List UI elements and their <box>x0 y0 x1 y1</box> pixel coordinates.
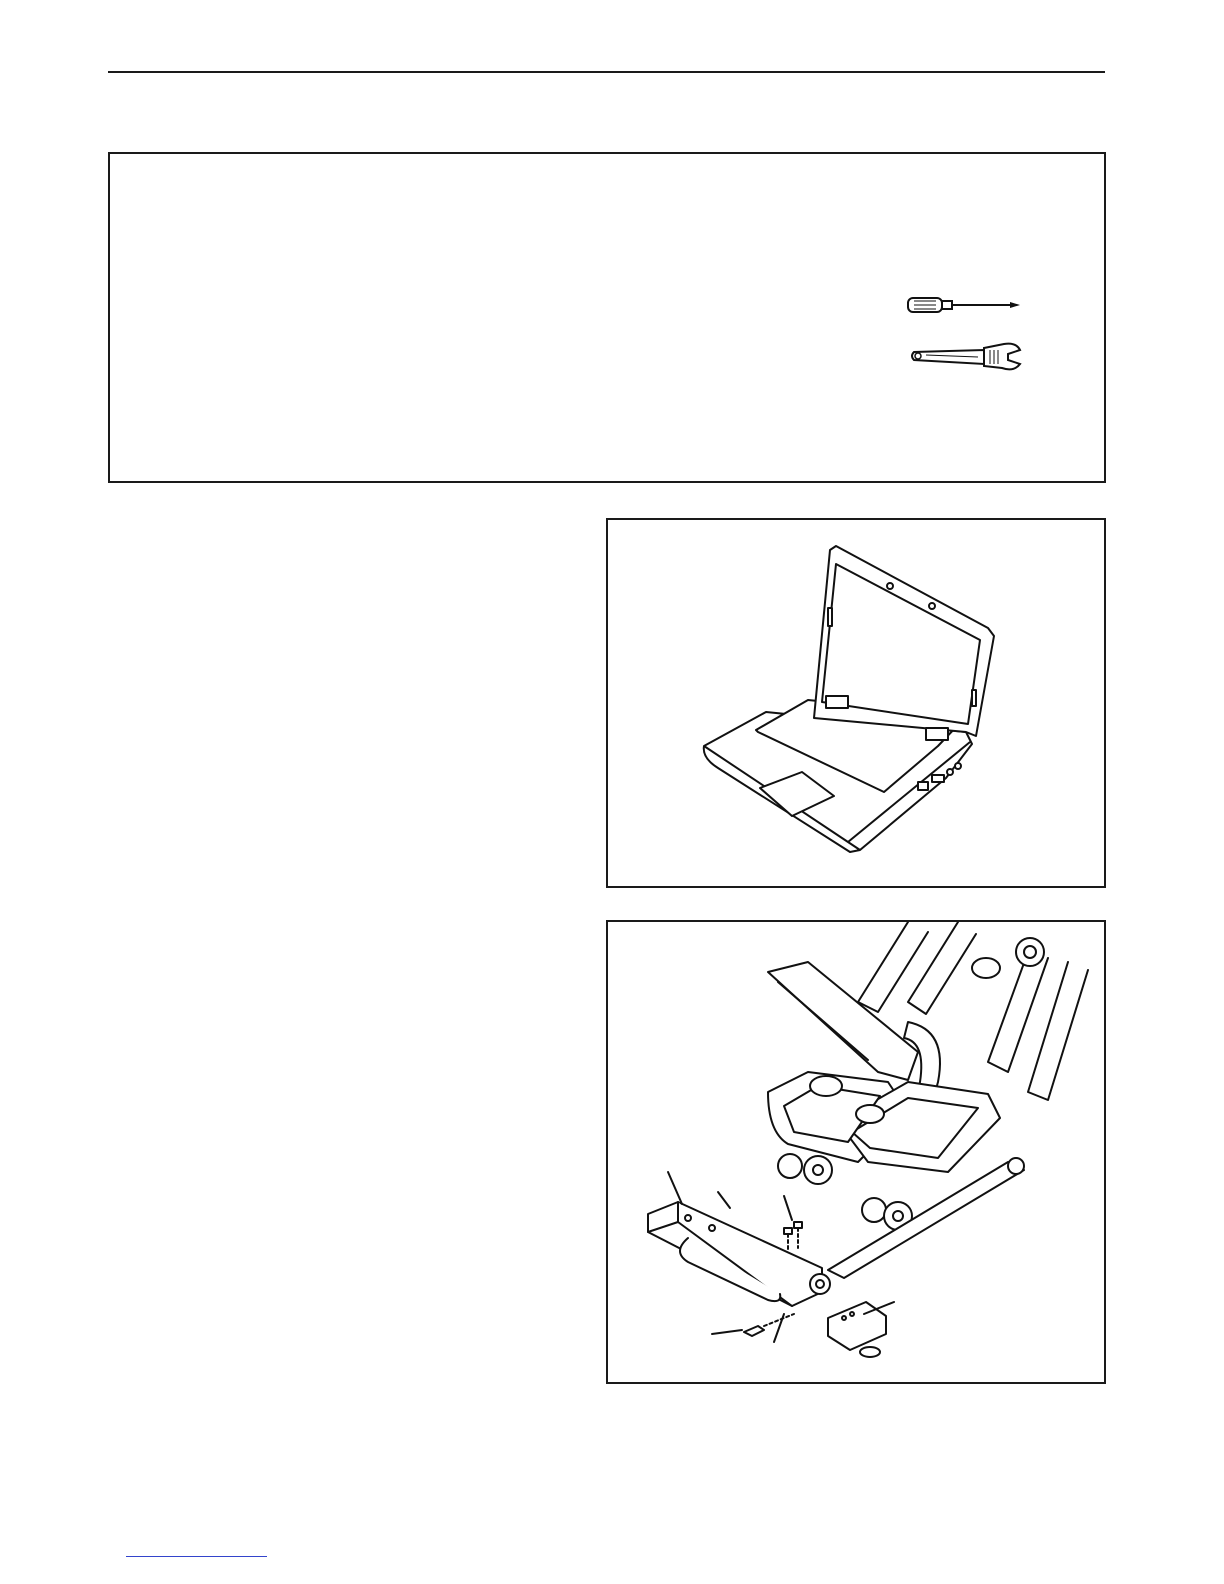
adjustable-wrench-icon <box>908 338 1024 374</box>
figure-elliptical-assembly <box>606 920 1106 1384</box>
figure-laptop <box>606 518 1106 888</box>
screwdriver-icon <box>906 292 1022 320</box>
footer-link-underline[interactable] <box>126 1556 267 1557</box>
header-rule <box>108 71 1105 73</box>
laptop-illustration <box>608 520 1104 886</box>
elliptical-frame-illustration <box>608 922 1104 1382</box>
